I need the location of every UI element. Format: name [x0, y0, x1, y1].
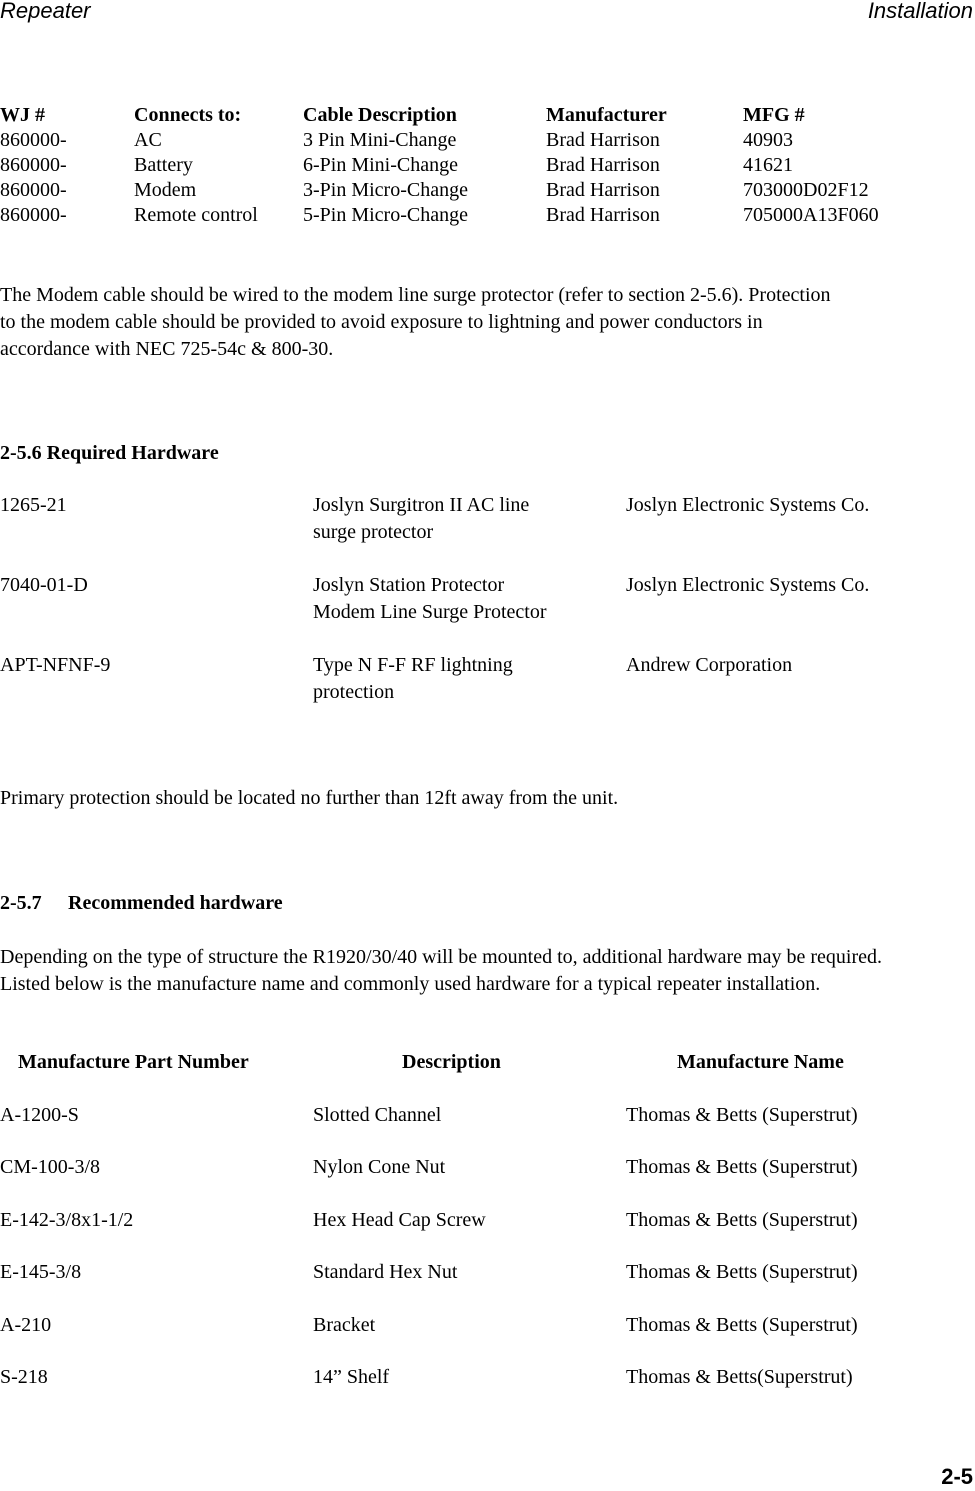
table-cell: Thomas & Betts (Superstrut) [626, 1104, 858, 1126]
cable-header-manufacturer: Manufacturer [546, 104, 667, 126]
cable-header-mfg: MFG # [743, 104, 805, 126]
table-cell: Joslyn Station Protector [313, 574, 505, 596]
table-cell: 3-Pin Micro-Change [303, 179, 468, 201]
table-cell: Type N F-F RF lightning [313, 654, 513, 676]
table-cell: Thomas & Betts (Superstrut) [626, 1156, 858, 1178]
table-cell: Thomas & Betts (Superstrut) [626, 1261, 858, 1283]
table-cell: 705000A13F060 [743, 204, 879, 226]
table-cell: 3 Pin Mini-Change [303, 129, 457, 151]
table-cell: protection [313, 681, 395, 703]
table-cell: 860000- [0, 154, 67, 176]
primary-protection-note: Primary protection should be located no further than 12ft away from the unit. [0, 787, 619, 809]
table-cell: Brad Harrison [546, 154, 660, 176]
header-manufacture-name: Manufacture Name [677, 1051, 844, 1073]
required-hardware-heading: 2-5.6 Required Hardware [0, 442, 219, 464]
table-cell: Thomas & Betts (Superstrut) [626, 1314, 858, 1336]
recommended-paragraph: Depending on the type of structure the R1920/30/40 will be mounted to, additional hardware may be required. Listed below is the manufacture name and commonly used hardware for a typical repeater installation. [0, 946, 882, 995]
table-cell: 6-Pin Mini-Change [303, 154, 458, 176]
table-cell: surge protector [313, 521, 434, 543]
table-cell: 5-Pin Micro-Change [303, 204, 468, 226]
table-cell: Andrew Corporation [626, 654, 793, 676]
header-right: Installation [867, 0, 973, 23]
table-cell: E-142-3/8x1-1/2 [0, 1209, 134, 1231]
recommended-hardware-number: 2-5.7 [0, 892, 42, 914]
table-cell: Joslyn Surgitron II AC line [313, 494, 530, 516]
cable-header-wj: WJ # [0, 104, 45, 126]
table-cell: CM-100-3/8 [0, 1156, 100, 1178]
table-cell: Slotted Channel [313, 1104, 442, 1126]
table-cell: Thomas & Betts(Superstrut) [626, 1366, 853, 1388]
header-left: Repeater [0, 0, 91, 23]
table-cell: 860000- [0, 204, 67, 226]
table-cell: Thomas & Betts (Superstrut) [626, 1209, 858, 1231]
table-cell: Standard Hex Nut [313, 1261, 458, 1283]
recommended-hardware-title: Recommended hardware [68, 892, 283, 914]
cable-header-connects: Connects to: [134, 104, 242, 126]
table-cell: 7040-01-D [0, 574, 88, 596]
table-cell: AC [134, 129, 162, 151]
header-part-number: Manufacture Part Number [18, 1051, 249, 1073]
page-number: 2-5 [941, 1464, 973, 1489]
table-cell: Brad Harrison [546, 204, 660, 226]
table-cell: 703000D02F12 [743, 179, 869, 201]
table-cell: S-218 [0, 1366, 48, 1388]
table-cell: Joslyn Electronic Systems Co. [626, 494, 870, 516]
table-cell: Battery [134, 154, 193, 176]
modem-paragraph: The Modem cable should be wired to the modem line surge protector (refer to section 2-5.6). Protection to the modem cable should be provided to avoid exposure to lightning and power conductors in accordance with NEC 725-54c & 800-30. [0, 284, 831, 360]
table-cell: A-210 [0, 1314, 52, 1336]
table-cell: Bracket [313, 1314, 376, 1336]
table-cell: 14” Shelf [313, 1366, 390, 1388]
table-cell: Nylon Cone Nut [313, 1156, 446, 1178]
header-description: Description [402, 1051, 501, 1073]
table-cell: Modem Line Surge Protector [313, 601, 547, 623]
cable-header-description: Cable Description [303, 104, 457, 126]
table-cell: 41621 [743, 154, 793, 176]
table-cell: 860000- [0, 129, 67, 151]
table-cell: Modem [134, 179, 197, 201]
table-cell: A-1200-S [0, 1104, 79, 1126]
table-cell: Hex Head Cap Screw [313, 1209, 486, 1231]
table-cell: 860000- [0, 179, 67, 201]
table-cell: Brad Harrison [546, 129, 660, 151]
table-cell: E-145-3/8 [0, 1261, 82, 1283]
table-cell: 1265-21 [0, 494, 67, 516]
table-cell: Joslyn Electronic Systems Co. [626, 574, 870, 596]
table-cell: APT-NFNF-9 [0, 654, 111, 676]
table-cell: 40903 [743, 129, 793, 151]
table-cell: Brad Harrison [546, 179, 660, 201]
table-cell: Remote control [134, 204, 258, 226]
